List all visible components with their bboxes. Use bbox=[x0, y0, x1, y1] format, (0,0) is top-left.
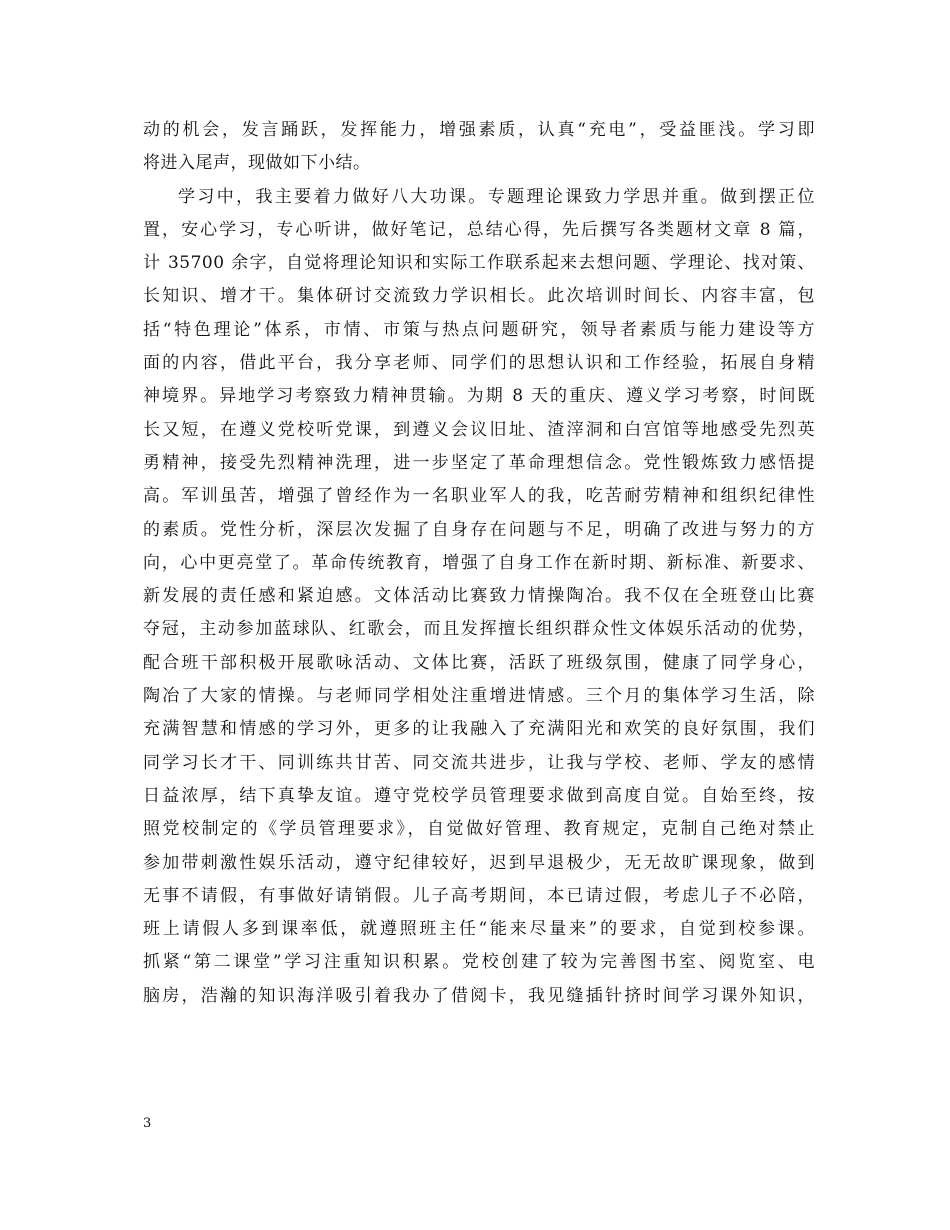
text-line-2: 将进入尾声，现做如下小结。 bbox=[143, 153, 371, 174]
text-line-6: 长知识、增才干。集体研讨交流致力学识相长。此次培训时间长、内容丰富，包 bbox=[143, 286, 815, 307]
text-line-3: 学习中，我主要着力做好八大功课。专题理论课致力学思并重。做到摆正位 bbox=[178, 186, 815, 207]
text-line-14: 向，心中更亮堂了。革命传统教育，增强了自身工作在新时期、新标准、新要求、 bbox=[143, 552, 815, 573]
text-line-10: 长又短，在遵义党校听党课，到遵义会议旧址、渣滓洞和白宫馆等地感受先烈英 bbox=[143, 419, 815, 440]
text-line-18: 陶冶了大家的情操。与老师同学相处注重增进情感。三个月的集体学习生活，除 bbox=[143, 686, 815, 707]
text-line-5: 计 35700 余字，自觉将理论知识和实际工作联系起来去想问题、学理论、找对策、 bbox=[143, 253, 815, 274]
text-line-27: 脑房，浩瀚的知识海洋吸引着我办了借阅卡，我见缝插针挤时间学习课外知识， bbox=[143, 985, 815, 1006]
text-line-1: 动的机会，发言踊跃，发挥能力，增强素质，认真“充电”，受益匪浅。学习即 bbox=[143, 120, 815, 140]
text-line-13: 的素质。党性分析，深层次发掘了自身存在问题与不足，明确了改进与努力的方 bbox=[143, 519, 815, 540]
text-line-12: 高。军训虽苦，增强了曾经作为一名职业军人的我，吃苦耐劳精神和组织纪律性 bbox=[143, 486, 815, 507]
text-line-19: 充满智慧和情感的学习外，更多的让我融入了充满阳光和欢笑的良好氛围，我们 bbox=[143, 719, 815, 740]
text-line-8: 面的内容，借此平台，我分享老师、同学们的思想认识和工作经验，拓展自身精 bbox=[143, 353, 815, 374]
text-line-7: 括“特色理论”体系，市情、市策与热点问题研究，领导者素质与能力建设等方 bbox=[143, 319, 815, 340]
text-line-16: 夺冠，主动参加蓝球队、红歌会，而且发挥擅长组织群众性文体娱乐活动的优势， bbox=[143, 619, 815, 640]
text-line-11: 勇精神，接受先烈精神洗理，进一步坚定了革命理想信念。党性锻炼致力感悟提 bbox=[143, 452, 815, 473]
document-body bbox=[143, 114, 815, 1013]
text-line-15: 新发展的责任感和紧迫感。文体活动比赛致力情操陶冶。我不仅在全班登山比赛 bbox=[143, 586, 815, 607]
text-line-26: 抓紧“第二课堂”学习注重知识积累。党校创建了较为完善图书室、阅览室、电 bbox=[143, 952, 815, 973]
page-number: 3 bbox=[143, 1116, 152, 1131]
text-line-21: 日益浓厚，结下真挚友谊。遵守党校学员管理要求做到高度自觉。自始至终，按 bbox=[143, 785, 815, 806]
text-line-23: 参加带刺激性娱乐活动，遵守纪律较好，迟到早退极少，无无故旷课现象，做到 bbox=[143, 852, 815, 873]
text-line-17: 配合班干部积极开展歌咏活动、文体比赛，活跃了班级氛围，健康了同学身心， bbox=[143, 652, 815, 673]
text-line-24: 无事不请假，有事做好请销假。儿子高考期间，本已请过假，考虑儿子不必陪， bbox=[143, 885, 815, 906]
text-line-22: 照党校制定的《学员管理要求》，自觉做好管理、教育规定，克制自己绝对禁止 bbox=[143, 819, 815, 840]
text-line-4: 置，安心学习，专心听讲，做好笔记，总结心得，先后撰写各类题材文章 8 篇， bbox=[143, 219, 815, 240]
text-line-9: 神境界。异地学习考察致力精神贯输。为期 8 天的重庆、遵义学习考察，时间既 bbox=[143, 386, 815, 407]
text-line-20: 同学习长才干、同训练共甘苦、同交流共进步，让我与学校、老师、学友的感情 bbox=[143, 752, 815, 773]
text-line-25: 班上请假人多到课率低，就遵照班主任“能来尽量来”的要求，自觉到校参课。 bbox=[143, 919, 815, 940]
